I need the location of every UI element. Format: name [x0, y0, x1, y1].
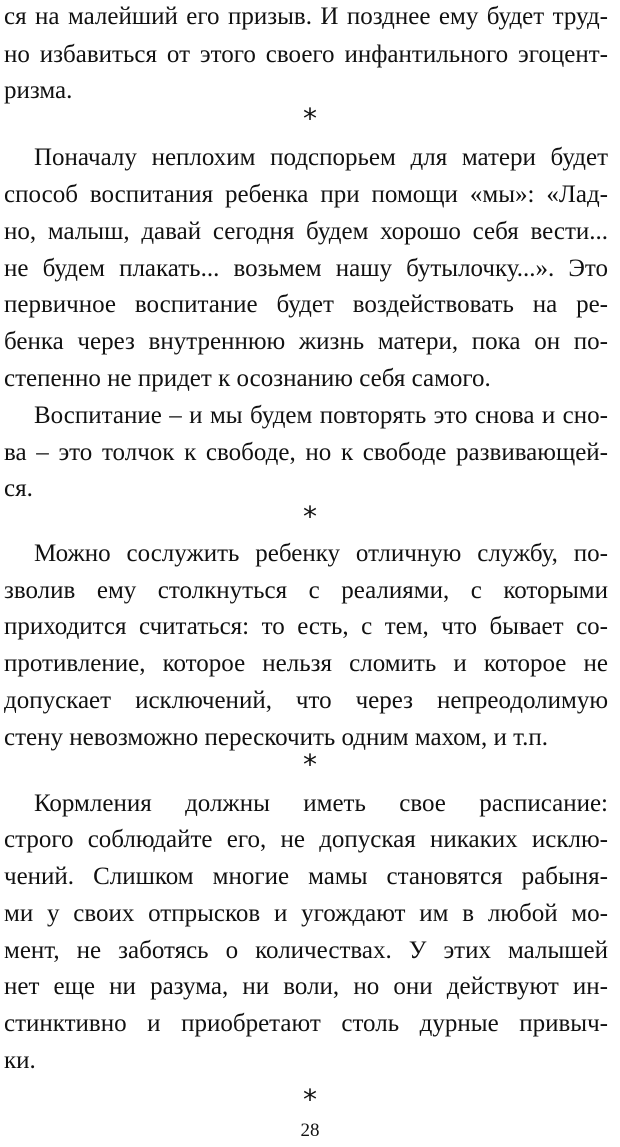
page-number: 28	[300, 1120, 320, 1141]
text-line: ки.	[4, 1047, 36, 1074]
text-line: приходится считаться: то есть, с тем, что бывает со-	[4, 613, 608, 640]
text-line: чений. Слишком многие мамы становятся рабыня-	[4, 863, 608, 890]
text-line: первичное воспитание будет воздействовать на ре-	[4, 291, 608, 318]
text-line: Можно сослужить ребенку отличную службу, по-	[34, 540, 608, 567]
section-separator: *	[303, 748, 317, 781]
text-line: мент, не заботясь о количествах. У этих малышей	[4, 937, 608, 964]
text-line: Поначалу неплохим подспорьем для матери будет	[34, 144, 608, 171]
text-line: ми у своих отпрысков и угождают им в любой мо-	[4, 900, 608, 927]
text-line: не будем плакать... возьмем нашу бутылочку...». Это	[4, 255, 608, 282]
text-line: ва – это толчок к свободе, но к свободе развивающей-	[4, 439, 608, 466]
section-separator: *	[303, 102, 317, 135]
text-line: степенно не придет к осознанию себя самого.	[4, 365, 491, 392]
text-line: бенка через внутреннюю жизнь матери, пока он по-	[4, 328, 608, 355]
text-line: способ воспитания ребенка при помощи «мы»: «Лад-	[4, 181, 608, 208]
text-line: зволив ему столкнуться с реалиями, с которыми	[4, 577, 608, 604]
text-line: стинктивно и приобретают столь дурные привыч-	[4, 1010, 608, 1037]
text-line: строго соблюдайте его, не допуская никаких исклю-	[4, 826, 608, 853]
text-line: ся.	[4, 475, 33, 502]
section-separator: *	[303, 500, 317, 533]
text-line: стену невозможно перескочить одним махом, и т.п.	[4, 724, 549, 751]
text-line: но, малыш, давай сегодня будем хорошо себя вести...	[4, 218, 608, 245]
text-line: Воспитание – и мы будем повторять это снова и сно-	[34, 402, 608, 429]
section-separator: *	[303, 1083, 317, 1116]
text-line: ризма.	[4, 77, 73, 104]
text-line: ся на малейший его призыв. И позднее ему будет труд-	[4, 3, 608, 30]
text-line: но избавиться от этого своего инфантильного эгоцент-	[4, 41, 608, 68]
text-line: допускает исключений, что через непреодолимую	[4, 687, 608, 714]
text-line: Кормления должны иметь свое расписание:	[34, 790, 608, 817]
text-line: нет еще ни разума, ни воли, но они действуют ин-	[4, 973, 608, 1000]
text-line: противление, которое нельзя сломить и которое не	[4, 650, 608, 677]
